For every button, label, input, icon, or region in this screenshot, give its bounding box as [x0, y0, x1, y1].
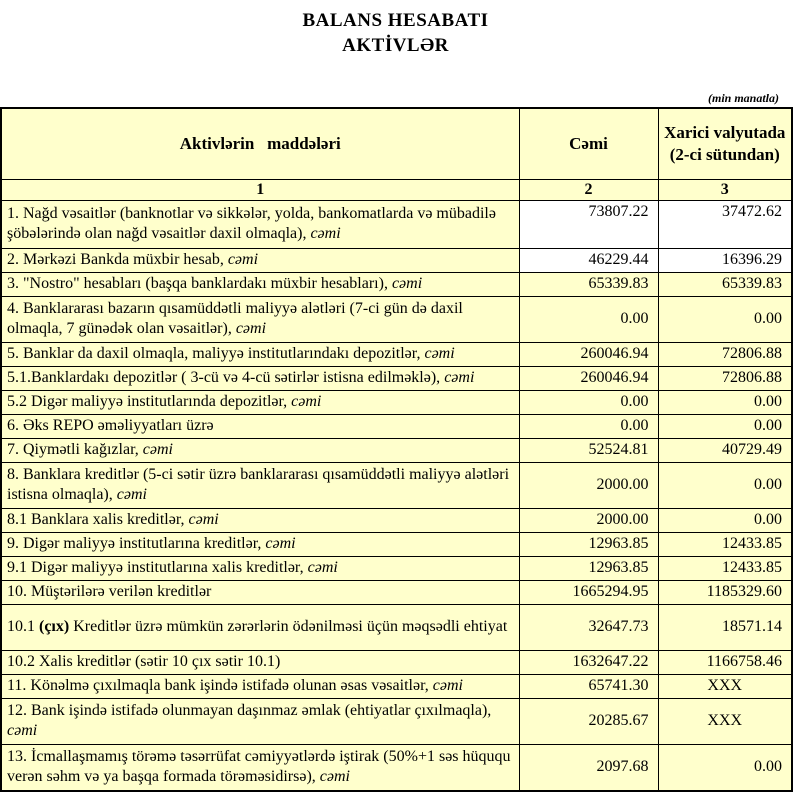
row-total-value: 46229.44: [519, 249, 658, 273]
items-header-cell: Aktivlərin maddələri: [1, 108, 519, 180]
row-foreign-value: 65339.83: [658, 273, 792, 297]
row-foreign-value: 0.00: [658, 415, 792, 439]
row-label-italic-text: cəmi: [424, 345, 455, 362]
row-total-value: 20285.67: [519, 699, 658, 745]
row-label-text: 7. Qiymətli kağızlar,: [7, 441, 143, 458]
header-row: [1, 108, 792, 180]
row-label: [1, 699, 519, 745]
row-total-value: 1665294.95: [519, 581, 658, 605]
row-foreign-value: 1185329.60: [658, 581, 792, 605]
row-total-value: 12963.85: [519, 533, 658, 557]
table-row: [1, 745, 792, 792]
row-label-text: 9. Digər maliyyə institutlarına kreditlər,: [7, 535, 266, 552]
table-row: [1, 605, 792, 651]
table-row: [1, 297, 792, 343]
row-label-text: 3. "Nostro" hesabları (başqa banklardakı müxbir hesabları),: [7, 275, 392, 292]
row-foreign-value: 12433.85: [658, 533, 792, 557]
page-title-line2: AKTİVLƏR: [342, 35, 449, 56]
row-label-italic-text: cəmi: [444, 369, 475, 386]
row-total-value: 2000.00: [519, 463, 658, 509]
row-label: [1, 605, 519, 651]
row-label-text: 10.1: [7, 618, 39, 635]
table-row: [1, 201, 792, 249]
row-total-value: 2097.68: [519, 745, 658, 792]
row-label-italic-text: cəmi: [307, 559, 338, 576]
row-foreign-value: 40729.49: [658, 439, 792, 463]
column-number-cell-3: 3: [658, 180, 792, 201]
row-total-value: 1632647.22: [519, 651, 658, 675]
row-label-bold-text: (çıx): [39, 618, 70, 635]
page-title-line1: BALANS HESABATI: [302, 10, 489, 31]
row-foreign-value: 18571.14: [658, 605, 792, 651]
row-label: [1, 367, 519, 391]
row-label-text: 2. Mərkəzi Bankda müxbir hesab,: [7, 251, 228, 268]
unit-note: (min manatla): [707, 91, 779, 105]
balance-table: [0, 107, 793, 792]
table-row: [1, 557, 792, 581]
column-number-cell-2: 2: [519, 180, 658, 201]
row-label-italic-text: cəmi: [291, 393, 322, 410]
row-foreign-value: 12433.85: [658, 557, 792, 581]
row-foreign-value: 0.00: [658, 509, 792, 533]
row-label-italic-text: cəmi: [432, 677, 463, 694]
foreign-header-cell: Xarici valyutada (2-ci sütundan): [658, 108, 792, 180]
row-foreign-value: 0.00: [658, 391, 792, 415]
row-label-text: 6. Əks REPO əməliyyatları üzrə: [7, 417, 214, 434]
row-label-text: 12. Bank işində istifadə olunmayan daşınmaz əmlak (ehtiyatlar çıxılmaqla),: [7, 702, 492, 719]
table-row: [1, 533, 792, 557]
row-foreign-value: 1166758.46: [658, 651, 792, 675]
row-label: [1, 675, 519, 699]
row-label-text: 1. Nağd vəsaitlər (banknotlar və sikkələr, yolda, bankomatlarda və mübadilə şöbələrində olan nağd vəsaitlər daxil olmaqla),: [7, 205, 496, 242]
row-label: [1, 439, 519, 463]
row-label-italic-text: cəmi: [7, 722, 38, 739]
row-foreign-value: 0.00: [658, 745, 792, 792]
row-label-text: 13. İcmallaşmamış törəmə təsərrüfat cəmiyyətlərdə iştirak (50%+1 səs hüququ verən səhm və ya başqa formada törəməsidirsə),: [7, 748, 511, 785]
table-row: [1, 439, 792, 463]
row-total-value: 260046.94: [519, 367, 658, 391]
row-label: [1, 745, 519, 792]
table-row: [1, 415, 792, 439]
row-total-value: 2000.00: [519, 509, 658, 533]
row-foreign-value: 37472.62: [658, 201, 792, 249]
row-label: [1, 463, 519, 509]
column-numbers-row: [1, 180, 792, 201]
row-label-text: 8.1 Banklara xalis kreditlər,: [7, 511, 189, 528]
row-label-text: 11. Könəlmə çıxılmaqla bank işində istifadə olunan əsas vəsaitlər,: [7, 677, 433, 694]
row-label: [1, 533, 519, 557]
row-label: [1, 557, 519, 581]
table-body: [1, 201, 792, 792]
row-label-text-after-bold: Kreditlər üzrə mümkün zərərlərin ödənilməsi üçün məqsədli ehtiyat: [69, 618, 508, 635]
row-label: [1, 391, 519, 415]
table-row: [1, 463, 792, 509]
row-label-text: 10.2 Xalis kreditlər (sətir 10 çıx sətir 10.1): [7, 653, 281, 670]
row-label-text: 9.1 Digər maliyyə institutlarına xalis kreditlər,: [7, 559, 308, 576]
row-foreign-value: 72806.88: [658, 343, 792, 367]
row-label-text: 10. Müştərilərə verilən kreditlər: [7, 583, 212, 600]
row-total-value: 32647.73: [519, 605, 658, 651]
row-label-italic-text: cəmi: [142, 441, 173, 458]
row-total-value: 0.00: [519, 415, 658, 439]
row-foreign-value: 16396.29: [658, 249, 792, 273]
table-row: [1, 699, 792, 745]
row-total-value: 65339.83: [519, 273, 658, 297]
row-total-value: 0.00: [519, 391, 658, 415]
row-label-italic-text: cəmi: [310, 225, 341, 242]
row-label-text: 4. Banklararası bazarın qısamüddətli maliyyə alətləri (7-ci gün də daxil olmaqla, 7 günədək olan vəsaitlər),: [7, 300, 463, 337]
row-total-value: 65741.30: [519, 675, 658, 699]
table-row: [1, 343, 792, 367]
row-label: [1, 343, 519, 367]
table-row: [1, 675, 792, 699]
page-title: [0, 0, 791, 58]
table-row: [1, 367, 792, 391]
row-label-text: 5. Banklar da daxil olmaqla, maliyyə institutlarındakı depozitlər,: [7, 345, 425, 362]
row-label-text: 5.1.Banklardakı depozitlər ( 3-cü və 4-cü sətirlər istisna edilməklə),: [7, 369, 445, 386]
column-number-cell-1: 1: [1, 180, 519, 201]
row-label: [1, 201, 519, 249]
row-label: [1, 415, 519, 439]
row-label-italic-text: cəmi: [319, 768, 350, 785]
row-total-value: 260046.94: [519, 343, 658, 367]
table-row: [1, 249, 792, 273]
row-label: [1, 297, 519, 343]
row-label: [1, 249, 519, 273]
row-label-italic-text: cəmi: [391, 275, 423, 292]
row-label-italic-text: cəmi: [116, 486, 147, 503]
row-label: [1, 509, 519, 533]
table-row: [1, 391, 792, 415]
table-row: [1, 273, 792, 297]
row-total-value: 0.00: [519, 297, 658, 343]
row-label: [1, 273, 519, 297]
row-total-value: 52524.81: [519, 439, 658, 463]
table-row: [1, 509, 792, 533]
row-foreign-value: XXX: [658, 675, 792, 699]
row-label-italic-text: cəmi: [235, 320, 267, 337]
row-foreign-value: XXX: [658, 699, 792, 745]
table-row: [1, 651, 792, 675]
row-label: [1, 651, 519, 675]
row-label-text: 8. Banklara kreditlər (5-ci sətir üzrə banklararası qısamüddətli maliyyə alətləri istisna olmaqla),: [7, 466, 510, 503]
row-label-italic-text: cəmi: [227, 251, 259, 268]
row-total-value: 12963.85: [519, 557, 658, 581]
row-label: [1, 581, 519, 605]
row-foreign-value: 0.00: [658, 297, 792, 343]
table-row: [1, 581, 792, 605]
row-foreign-value: 72806.88: [658, 367, 792, 391]
row-total-value: 73807.22: [519, 201, 658, 249]
row-label-text: 5.2 Digər maliyyə institutlarında depozitlər,: [7, 393, 292, 410]
row-label-italic-text: cəmi: [265, 535, 296, 552]
total-header-cell: Cəmi: [519, 108, 658, 180]
row-foreign-value: 0.00: [658, 463, 792, 509]
row-label-italic-text: cəmi: [188, 511, 219, 528]
